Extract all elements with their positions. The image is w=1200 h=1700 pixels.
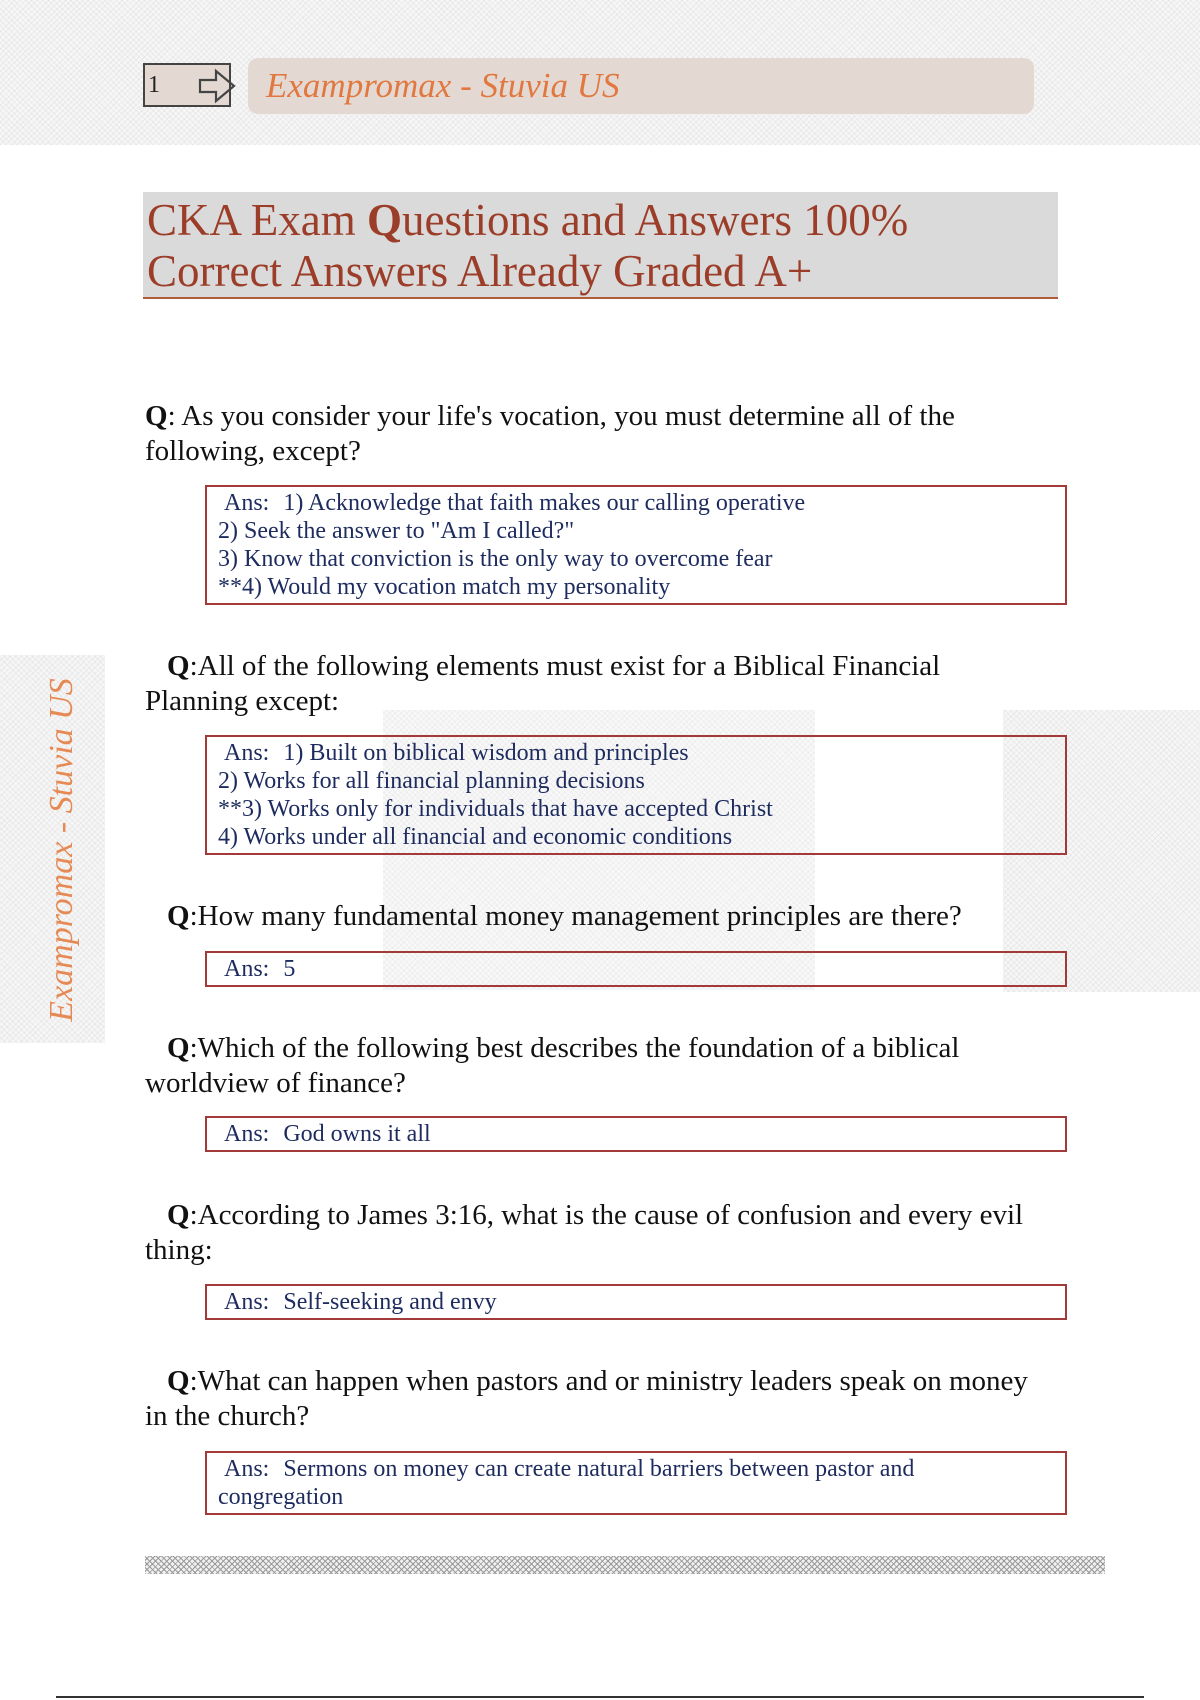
question-body: : As you consider your life's vocation, you must determine all of the following, except? [145, 400, 955, 467]
title-part1: CKA Exam [147, 195, 367, 245]
answer-label: Ans: [224, 740, 270, 766]
answer-line: 2) Works for all financial planning decisions [218, 768, 645, 794]
question-text [145, 899, 1045, 934]
question-label: Q [167, 1032, 190, 1064]
title-bold-letter: Q [367, 195, 403, 245]
answer-text: 1) Built on biblical wisdom and principles [283, 740, 689, 766]
question-text [145, 399, 1045, 469]
question-label: Q [145, 400, 168, 432]
answer-label: Ans: [224, 1289, 270, 1315]
question-label: Q [167, 900, 190, 932]
answer-line: **4) Would my vocation match my personality [218, 574, 671, 600]
title-line2: Correct Answers Already Graded A+ [147, 246, 813, 296]
document-title [143, 192, 1058, 299]
answer-box [205, 485, 1067, 605]
side-watermark-text: Exampromax - Stuvia US [43, 678, 80, 1022]
answer-box [205, 1116, 1067, 1152]
answer-line [218, 739, 1055, 767]
question-body: :All of the following elements must exist for a Biblical Financial Planning except: [145, 650, 941, 717]
question-text [145, 1198, 1045, 1268]
title-part2: uestions and Answers 100% [402, 195, 909, 245]
question-body: :What can happen when pastors and or ministry leaders speak on money in the church? [145, 1365, 1028, 1432]
question-body: :According to James 3:16, what is the cause of confusion and every evil thing: [145, 1199, 1024, 1266]
answer-line: 2) Seek the answer to "Am I called?" [218, 518, 575, 544]
answer-box [205, 735, 1067, 855]
page-number: 1 [143, 63, 231, 107]
answer-line [218, 955, 1055, 983]
answer-box [205, 951, 1067, 987]
answer-line: congregation [218, 1484, 344, 1510]
answer-line [218, 1288, 1055, 1316]
question-text [145, 649, 1045, 719]
answer-line [218, 1120, 1055, 1148]
question-text [145, 1031, 1045, 1101]
answer-text: 5 [283, 956, 296, 982]
answer-text: Sermons on money can create natural barriers between pastor and [283, 1456, 915, 1482]
answer-box [205, 1284, 1067, 1320]
answer-line: **3) Works only for individuals that have accepted Christ [218, 796, 773, 822]
question-body: :Which of the following best describes the foundation of a biblical worldview of finance? [145, 1032, 960, 1099]
question-label: Q [167, 650, 190, 682]
question-label: Q [167, 1365, 190, 1397]
question-label: Q [167, 1199, 190, 1231]
answer-box [205, 1451, 1067, 1515]
answer-label: Ans: [224, 1121, 270, 1147]
question-body: :How many fundamental money management principles are there? [189, 900, 962, 932]
answer-label: Ans: [224, 490, 270, 516]
site-header-title: Exampromax - Stuvia US [248, 58, 1034, 114]
answer-line [218, 489, 1055, 517]
answer-line [218, 1455, 1055, 1483]
question-text [145, 1364, 1045, 1434]
answer-label: Ans: [224, 1456, 270, 1482]
answer-line: 3) Know that conviction is the only way to overcome fear [218, 546, 773, 572]
answer-text: God owns it all [283, 1121, 431, 1147]
answer-text: Self-seeking and envy [283, 1289, 497, 1315]
answer-text: 1) Acknowledge that faith makes our calling operative [283, 490, 806, 516]
footer-rule [56, 1696, 1144, 1698]
answer-label: Ans: [224, 956, 270, 982]
divider [145, 1556, 1105, 1574]
arrow-right-icon [198, 66, 238, 106]
answer-line: 4) Works under all financial and economic conditions [218, 824, 733, 850]
